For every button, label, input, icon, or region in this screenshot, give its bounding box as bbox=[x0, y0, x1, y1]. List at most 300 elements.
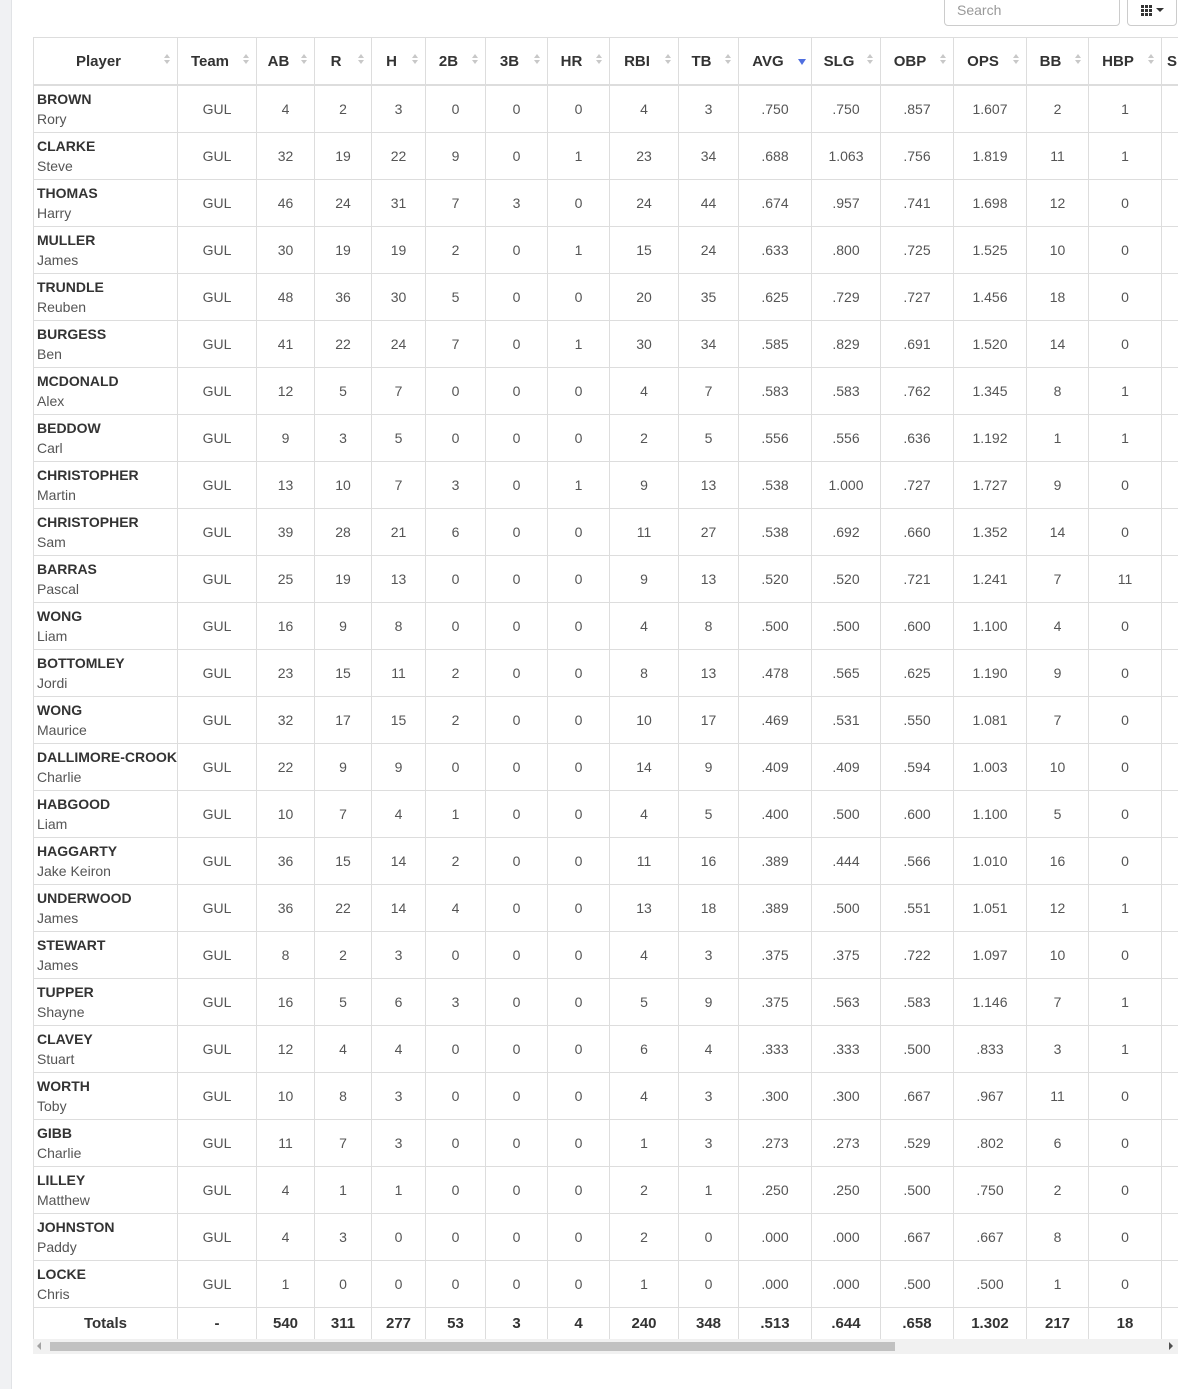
stat-cell-r: 28 bbox=[315, 509, 372, 556]
column-header-label: AVG bbox=[752, 52, 784, 70]
stat-cell-r: 36 bbox=[315, 274, 372, 321]
stat-cell-3b: 0 bbox=[486, 415, 548, 462]
stat-cell-obp: .762 bbox=[881, 368, 954, 415]
column-header-label: OBP bbox=[893, 52, 927, 70]
stat-cell-r: 5 bbox=[315, 979, 372, 1026]
stat-cell-hr: 0 bbox=[548, 603, 610, 650]
horizontal-scrollbar[interactable] bbox=[33, 1339, 1178, 1354]
column-header-ab[interactable] bbox=[257, 38, 315, 86]
stat-cell-r: 15 bbox=[315, 650, 372, 697]
stat-cell-ab: 4 bbox=[257, 1167, 315, 1214]
stat-cell-overflow bbox=[1162, 180, 1179, 227]
stat-cell-team: GUL bbox=[178, 415, 257, 462]
stat-cell-slg: 1.063 bbox=[812, 133, 881, 180]
stat-cell-slg: .250 bbox=[812, 1167, 881, 1214]
player-cell bbox=[34, 838, 178, 885]
stat-cell-overflow bbox=[1162, 368, 1179, 415]
player-last-name: HAGGARTY bbox=[37, 843, 118, 859]
stat-cell-tb: 34 bbox=[679, 133, 739, 180]
stat-cell-2b: 2 bbox=[426, 838, 486, 885]
stat-cell-h: 5 bbox=[372, 415, 426, 462]
total-cell-h: 277 bbox=[372, 1308, 426, 1340]
column-header-rbi[interactable] bbox=[610, 38, 679, 86]
player-first-name: Matthew bbox=[37, 1192, 90, 1208]
stat-cell-r: 19 bbox=[315, 227, 372, 274]
stat-cell-h: 4 bbox=[372, 1026, 426, 1073]
player-cell bbox=[34, 885, 178, 932]
stat-cell-avg: .538 bbox=[739, 462, 812, 509]
stat-cell-h: 0 bbox=[372, 1261, 426, 1308]
stat-cell-3b: 0 bbox=[486, 274, 548, 321]
stats-table-container[interactable] bbox=[33, 37, 1178, 1339]
table-row bbox=[34, 1026, 1179, 1073]
stat-cell-h: 14 bbox=[372, 885, 426, 932]
stat-cell-hbp: 1 bbox=[1089, 133, 1162, 180]
stat-cell-team: GUL bbox=[178, 321, 257, 368]
stat-cell-obp: .551 bbox=[881, 885, 954, 932]
stat-cell-ops: 1.819 bbox=[954, 133, 1027, 180]
stat-cell-r: 9 bbox=[315, 603, 372, 650]
stat-cell-obp: .500 bbox=[881, 1167, 954, 1214]
stat-cell-rbi: 23 bbox=[610, 133, 679, 180]
stat-cell-overflow bbox=[1162, 697, 1179, 744]
column-header-label: TB bbox=[691, 52, 712, 70]
stat-cell-ops: 1.051 bbox=[954, 885, 1027, 932]
player-cell bbox=[34, 368, 178, 415]
stat-cell-team: GUL bbox=[178, 368, 257, 415]
table-row bbox=[34, 744, 1179, 791]
table-row bbox=[34, 697, 1179, 744]
stat-cell-bb: 7 bbox=[1027, 556, 1089, 603]
table-row bbox=[34, 979, 1179, 1026]
stat-cell-avg: .556 bbox=[739, 415, 812, 462]
stat-cell-team: GUL bbox=[178, 1167, 257, 1214]
player-first-name: Harry bbox=[37, 205, 72, 221]
total-cell-hbp: 18 bbox=[1089, 1308, 1162, 1340]
stat-cell-rbi: 8 bbox=[610, 650, 679, 697]
stat-cell-hbp: 0 bbox=[1089, 791, 1162, 838]
stat-cell-3b: 0 bbox=[486, 1214, 548, 1261]
stat-cell-rbi: 10 bbox=[610, 697, 679, 744]
stat-cell-bb: 8 bbox=[1027, 1214, 1089, 1261]
stat-cell-ops: 1.146 bbox=[954, 979, 1027, 1026]
stat-cell-ops: .750 bbox=[954, 1167, 1027, 1214]
total-cell-bb: 217 bbox=[1027, 1308, 1089, 1340]
scroll-left-arrow-icon[interactable] bbox=[37, 1342, 41, 1350]
stat-cell-hbp: 0 bbox=[1089, 462, 1162, 509]
sort-desc-icon bbox=[798, 59, 806, 65]
stat-cell-hbp: 0 bbox=[1089, 650, 1162, 697]
stat-cell-overflow bbox=[1162, 85, 1179, 133]
stat-cell-rbi: 14 bbox=[610, 744, 679, 791]
stat-cell-hbp: 0 bbox=[1089, 1214, 1162, 1261]
stat-cell-team: GUL bbox=[178, 227, 257, 274]
table-row bbox=[34, 368, 1179, 415]
player-cell bbox=[34, 932, 178, 979]
player-last-name: JOHNSTON bbox=[37, 1219, 115, 1235]
stat-cell-ab: 4 bbox=[257, 1214, 315, 1261]
column-header-s[interactable] bbox=[1162, 38, 1179, 86]
stat-cell-hr: 0 bbox=[548, 932, 610, 979]
stat-cell-obp: .667 bbox=[881, 1073, 954, 1120]
stat-cell-bb: 18 bbox=[1027, 274, 1089, 321]
stat-cell-ab: 12 bbox=[257, 368, 315, 415]
stat-cell-team: GUL bbox=[178, 744, 257, 791]
stat-cell-hr: 1 bbox=[548, 321, 610, 368]
player-cell bbox=[34, 509, 178, 556]
stat-cell-ab: 36 bbox=[257, 838, 315, 885]
column-header-h[interactable] bbox=[372, 38, 426, 86]
column-header-player[interactable] bbox=[34, 38, 178, 86]
stat-cell-rbi: 4 bbox=[610, 603, 679, 650]
stat-cell-overflow bbox=[1162, 415, 1179, 462]
stat-cell-h: 31 bbox=[372, 180, 426, 227]
player-cell bbox=[34, 227, 178, 274]
stat-cell-hr: 0 bbox=[548, 697, 610, 744]
stat-cell-slg: .273 bbox=[812, 1120, 881, 1167]
stat-cell-tb: 4 bbox=[679, 1026, 739, 1073]
stat-cell-tb: 3 bbox=[679, 1120, 739, 1167]
column-header-bb[interactable] bbox=[1027, 38, 1089, 86]
stat-cell-team: GUL bbox=[178, 885, 257, 932]
stat-cell-ops: 1.607 bbox=[954, 85, 1027, 133]
stat-cell-bb: 9 bbox=[1027, 650, 1089, 697]
stat-cell-obp: .566 bbox=[881, 838, 954, 885]
stat-cell-hr: 1 bbox=[548, 462, 610, 509]
stat-cell-2b: 4 bbox=[426, 885, 486, 932]
stat-cell-ab: 32 bbox=[257, 697, 315, 744]
player-cell bbox=[34, 462, 178, 509]
player-last-name: MCDONALD bbox=[37, 373, 119, 389]
stat-cell-hbp: 0 bbox=[1089, 1167, 1162, 1214]
column-header-label: Team bbox=[190, 52, 230, 70]
stat-cell-tb: 16 bbox=[679, 838, 739, 885]
stat-cell-obp: .625 bbox=[881, 650, 954, 697]
stat-cell-overflow bbox=[1162, 791, 1179, 838]
column-header-slg[interactable] bbox=[812, 38, 881, 86]
stat-cell-ops: 1.192 bbox=[954, 415, 1027, 462]
stat-cell-avg: .273 bbox=[739, 1120, 812, 1167]
sort-icon bbox=[596, 54, 603, 66]
stat-cell-ops: 1.727 bbox=[954, 462, 1027, 509]
column-header-ops[interactable] bbox=[954, 38, 1027, 86]
column-header-3b[interactable] bbox=[486, 38, 548, 86]
player-last-name: CLAVEY bbox=[37, 1031, 93, 1047]
column-header-label: 3B bbox=[499, 52, 520, 70]
stat-cell-tb: 1 bbox=[679, 1167, 739, 1214]
stat-cell-2b: 0 bbox=[426, 1073, 486, 1120]
stat-cell-slg: .500 bbox=[812, 885, 881, 932]
stat-cell-3b: 0 bbox=[486, 368, 548, 415]
stat-cell-slg: .444 bbox=[812, 838, 881, 885]
stat-cell-2b: 9 bbox=[426, 133, 486, 180]
stat-cell-ops: 1.010 bbox=[954, 838, 1027, 885]
sort-icon bbox=[1013, 54, 1020, 66]
stat-cell-2b: 0 bbox=[426, 85, 486, 133]
stat-cell-ops: 1.097 bbox=[954, 932, 1027, 979]
stat-cell-tb: 24 bbox=[679, 227, 739, 274]
stat-cell-3b: 0 bbox=[486, 556, 548, 603]
stat-cell-team: GUL bbox=[178, 838, 257, 885]
stat-cell-tb: 18 bbox=[679, 885, 739, 932]
stat-cell-2b: 0 bbox=[426, 415, 486, 462]
stat-cell-rbi: 20 bbox=[610, 274, 679, 321]
stat-cell-ab: 16 bbox=[257, 603, 315, 650]
scrollbar-thumb[interactable] bbox=[50, 1342, 895, 1351]
stat-cell-tb: 13 bbox=[679, 462, 739, 509]
stat-cell-slg: .957 bbox=[812, 180, 881, 227]
stat-cell-slg: .375 bbox=[812, 932, 881, 979]
stat-cell-ops: 1.190 bbox=[954, 650, 1027, 697]
player-first-name: James bbox=[37, 252, 79, 268]
stat-cell-ops: .967 bbox=[954, 1073, 1027, 1120]
stat-cell-rbi: 11 bbox=[610, 838, 679, 885]
player-last-name: GIBB bbox=[37, 1125, 72, 1141]
stat-cell-ops: .667 bbox=[954, 1214, 1027, 1261]
player-last-name: WORTH bbox=[37, 1078, 90, 1094]
stat-cell-ab: 13 bbox=[257, 462, 315, 509]
column-header-hbp[interactable] bbox=[1089, 38, 1162, 86]
table-row bbox=[34, 133, 1179, 180]
sort-icon bbox=[940, 54, 947, 66]
total-cell-r: 311 bbox=[315, 1308, 372, 1340]
stat-cell-2b: 7 bbox=[426, 321, 486, 368]
stat-cell-3b: 0 bbox=[486, 885, 548, 932]
stat-cell-r: 19 bbox=[315, 556, 372, 603]
player-first-name: Reuben bbox=[37, 299, 87, 315]
stat-cell-avg: .538 bbox=[739, 509, 812, 556]
sort-icon bbox=[1075, 54, 1082, 66]
stat-cell-bb: 2 bbox=[1027, 1167, 1089, 1214]
stat-cell-team: GUL bbox=[178, 180, 257, 227]
table-row bbox=[34, 791, 1179, 838]
player-first-name: Stuart bbox=[37, 1051, 75, 1067]
stat-cell-tb: 0 bbox=[679, 1261, 739, 1308]
stat-cell-3b: 0 bbox=[486, 85, 548, 133]
stat-cell-ab: 48 bbox=[257, 274, 315, 321]
stat-cell-avg: .469 bbox=[739, 697, 812, 744]
column-header-avg[interactable] bbox=[739, 38, 812, 86]
batting-stats-table bbox=[33, 37, 1178, 1339]
sort-icon bbox=[1148, 54, 1155, 66]
stat-cell-r: 2 bbox=[315, 932, 372, 979]
stat-cell-2b: 0 bbox=[426, 368, 486, 415]
stat-cell-bb: 14 bbox=[1027, 321, 1089, 368]
stat-cell-r: 7 bbox=[315, 791, 372, 838]
stat-cell-overflow bbox=[1162, 885, 1179, 932]
stat-cell-overflow bbox=[1162, 321, 1179, 368]
stat-cell-avg: .478 bbox=[739, 650, 812, 697]
player-first-name: Maurice bbox=[37, 722, 87, 738]
scroll-right-arrow-icon[interactable] bbox=[1169, 1342, 1173, 1350]
stat-cell-bb: 10 bbox=[1027, 227, 1089, 274]
player-last-name: BEDDOW bbox=[37, 420, 101, 436]
stat-cell-3b: 0 bbox=[486, 697, 548, 744]
table-footer bbox=[34, 1308, 1179, 1340]
stat-cell-rbi: 2 bbox=[610, 1214, 679, 1261]
player-cell bbox=[34, 1261, 178, 1308]
stat-cell-tb: 5 bbox=[679, 415, 739, 462]
stat-cell-ops: 1.003 bbox=[954, 744, 1027, 791]
player-first-name: Carl bbox=[37, 440, 63, 456]
table-row bbox=[34, 227, 1179, 274]
stat-cell-slg: .829 bbox=[812, 321, 881, 368]
stat-cell-rbi: 9 bbox=[610, 462, 679, 509]
stat-cell-avg: .633 bbox=[739, 227, 812, 274]
stat-cell-ops: .500 bbox=[954, 1261, 1027, 1308]
search-input[interactable] bbox=[944, 0, 1120, 26]
column-header-tb[interactable] bbox=[679, 38, 739, 86]
stat-cell-bb: 11 bbox=[1027, 133, 1089, 180]
stat-cell-2b: 2 bbox=[426, 650, 486, 697]
stat-cell-ops: 1.100 bbox=[954, 791, 1027, 838]
stat-cell-ab: 12 bbox=[257, 1026, 315, 1073]
stat-cell-obp: .500 bbox=[881, 1261, 954, 1308]
stat-cell-h: 3 bbox=[372, 932, 426, 979]
stat-cell-hbp: 1 bbox=[1089, 85, 1162, 133]
stat-cell-2b: 0 bbox=[426, 1120, 486, 1167]
stat-cell-slg: .500 bbox=[812, 603, 881, 650]
stat-cell-hbp: 0 bbox=[1089, 274, 1162, 321]
stat-cell-rbi: 11 bbox=[610, 509, 679, 556]
stat-cell-hr: 0 bbox=[548, 509, 610, 556]
column-header-label: BB bbox=[1039, 52, 1062, 70]
stat-cell-ab: 41 bbox=[257, 321, 315, 368]
stat-cell-3b: 0 bbox=[486, 1073, 548, 1120]
stat-cell-team: GUL bbox=[178, 1261, 257, 1308]
player-first-name: Martin bbox=[37, 487, 76, 503]
stat-cell-r: 22 bbox=[315, 321, 372, 368]
stat-cell-slg: .531 bbox=[812, 697, 881, 744]
player-last-name: CLARKE bbox=[37, 138, 96, 154]
player-last-name: WONG bbox=[37, 608, 83, 624]
stat-cell-slg: .520 bbox=[812, 556, 881, 603]
stat-cell-ops: 1.100 bbox=[954, 603, 1027, 650]
stat-cell-tb: 17 bbox=[679, 697, 739, 744]
stat-cell-avg: .375 bbox=[739, 979, 812, 1026]
player-cell bbox=[34, 744, 178, 791]
player-first-name: Ben bbox=[37, 346, 62, 362]
column-header-r[interactable] bbox=[315, 38, 372, 86]
column-header-2b[interactable] bbox=[426, 38, 486, 86]
table-row bbox=[34, 932, 1179, 979]
column-header-label: AB bbox=[267, 52, 290, 70]
stat-cell-avg: .250 bbox=[739, 1167, 812, 1214]
stat-cell-rbi: 2 bbox=[610, 1167, 679, 1214]
stat-cell-overflow bbox=[1162, 603, 1179, 650]
stat-cell-avg: .585 bbox=[739, 321, 812, 368]
stat-cell-3b: 0 bbox=[486, 227, 548, 274]
stat-cell-ops: .802 bbox=[954, 1120, 1027, 1167]
player-cell bbox=[34, 85, 178, 133]
stat-cell-rbi: 13 bbox=[610, 885, 679, 932]
stat-cell-ops: 1.525 bbox=[954, 227, 1027, 274]
player-first-name: James bbox=[37, 957, 79, 973]
stat-cell-overflow bbox=[1162, 227, 1179, 274]
stat-cell-hr: 0 bbox=[548, 274, 610, 321]
stat-cell-obp: .727 bbox=[881, 274, 954, 321]
column-header-label: 2B bbox=[438, 52, 459, 70]
stat-cell-tb: 3 bbox=[679, 932, 739, 979]
column-header-team[interactable] bbox=[178, 38, 257, 86]
player-cell bbox=[34, 1214, 178, 1261]
stat-cell-tb: 34 bbox=[679, 321, 739, 368]
stat-cell-h: 3 bbox=[372, 85, 426, 133]
stat-cell-overflow bbox=[1162, 932, 1179, 979]
stat-cell-r: 19 bbox=[315, 133, 372, 180]
stat-cell-hr: 0 bbox=[548, 791, 610, 838]
stat-cell-h: 21 bbox=[372, 509, 426, 556]
player-last-name: TUPPER bbox=[37, 984, 94, 1000]
stat-cell-hbp: 1 bbox=[1089, 368, 1162, 415]
stat-cell-hr: 1 bbox=[548, 133, 610, 180]
stat-cell-rbi: 1 bbox=[610, 1261, 679, 1308]
stat-cell-r: 3 bbox=[315, 415, 372, 462]
stat-cell-bb: 5 bbox=[1027, 791, 1089, 838]
stat-cell-slg: .563 bbox=[812, 979, 881, 1026]
stat-cell-obp: .857 bbox=[881, 85, 954, 133]
stat-cell-ab: 39 bbox=[257, 509, 315, 556]
stat-cell-tb: 5 bbox=[679, 791, 739, 838]
stat-cell-avg: .389 bbox=[739, 885, 812, 932]
stat-cell-ab: 9 bbox=[257, 415, 315, 462]
stat-cell-r: 8 bbox=[315, 1073, 372, 1120]
stat-cell-rbi: 4 bbox=[610, 1073, 679, 1120]
stat-cell-overflow bbox=[1162, 274, 1179, 321]
stat-cell-ab: 11 bbox=[257, 1120, 315, 1167]
stat-cell-team: GUL bbox=[178, 556, 257, 603]
stat-cell-avg: .674 bbox=[739, 180, 812, 227]
stat-cell-rbi: 4 bbox=[610, 368, 679, 415]
stat-cell-r: 7 bbox=[315, 1120, 372, 1167]
stat-cell-h: 4 bbox=[372, 791, 426, 838]
stat-cell-hbp: 0 bbox=[1089, 603, 1162, 650]
totals-label: Totals bbox=[34, 1308, 178, 1340]
stat-cell-h: 8 bbox=[372, 603, 426, 650]
stat-cell-hr: 0 bbox=[548, 1214, 610, 1261]
stat-cell-overflow bbox=[1162, 1120, 1179, 1167]
stat-cell-avg: .400 bbox=[739, 791, 812, 838]
player-first-name: Alex bbox=[37, 393, 65, 409]
stat-cell-rbi: 30 bbox=[610, 321, 679, 368]
stat-cell-rbi: 4 bbox=[610, 932, 679, 979]
player-last-name: STEWART bbox=[37, 937, 106, 953]
player-last-name: WONG bbox=[37, 702, 83, 718]
stat-cell-obp: .594 bbox=[881, 744, 954, 791]
stat-cell-bb: 12 bbox=[1027, 885, 1089, 932]
stat-cell-h: 24 bbox=[372, 321, 426, 368]
stat-cell-2b: 0 bbox=[426, 1026, 486, 1073]
table-body bbox=[34, 85, 1179, 1308]
stat-cell-avg: .375 bbox=[739, 932, 812, 979]
stat-cell-tb: 27 bbox=[679, 509, 739, 556]
stat-cell-obp: .721 bbox=[881, 556, 954, 603]
total-cell-overflow bbox=[1162, 1308, 1179, 1340]
column-header-obp[interactable] bbox=[881, 38, 954, 86]
stat-cell-hr: 0 bbox=[548, 415, 610, 462]
stat-cell-ab: 36 bbox=[257, 885, 315, 932]
columns-toggle-button[interactable] bbox=[1127, 0, 1177, 26]
stat-cell-obp: .529 bbox=[881, 1120, 954, 1167]
stat-cell-overflow bbox=[1162, 133, 1179, 180]
stat-cell-3b: 0 bbox=[486, 133, 548, 180]
stat-cell-h: 0 bbox=[372, 1214, 426, 1261]
stat-cell-obp: .756 bbox=[881, 133, 954, 180]
stat-cell-slg: .800 bbox=[812, 227, 881, 274]
stat-cell-avg: .583 bbox=[739, 368, 812, 415]
stat-cell-r: 9 bbox=[315, 744, 372, 791]
column-header-hr[interactable] bbox=[548, 38, 610, 86]
